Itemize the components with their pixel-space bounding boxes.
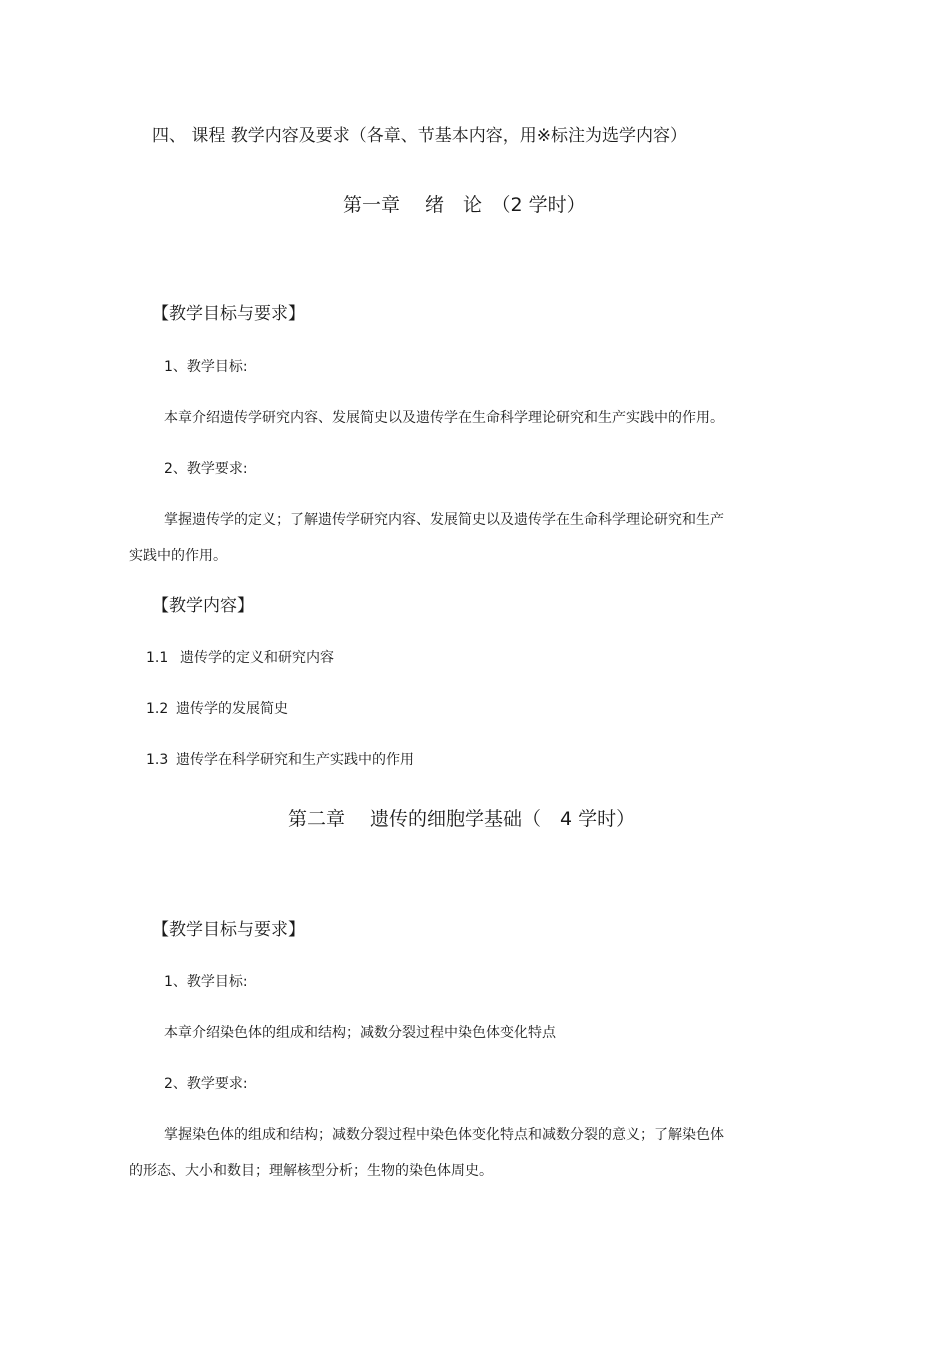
chapter-1-content-item: [146, 753, 414, 767]
content-item-text: 遗传学的发展简史: [176, 701, 288, 717]
chapter-1-goals-header: 【教学目标与要求】: [152, 304, 305, 324]
chapter-2-goals-header: 【教学目标与要求】: [152, 920, 305, 940]
content-item-text: 遗传学的定义和研究内容: [180, 650, 334, 666]
chapter-1-content-item: [146, 651, 334, 665]
chapter-1-objective-label: 1、教学目标:: [164, 359, 248, 375]
chapter-1-title: 第一章 绪 论 （2 学时）: [343, 194, 586, 216]
chapter-1-requirement-text-line2: 实践中的作用。: [129, 548, 227, 564]
chapter-2-requirement-text-line2: 的形态、大小和数目；理解核型分析；生物的染色体周史。: [129, 1163, 493, 1179]
chapter-1-objective-text: 本章介绍遗传学研究内容、发展简史以及遗传学在生命科学理论研究和生产实践中的作用。: [164, 410, 724, 426]
chapter-2-requirement-text-line1: 掌握染色体的组成和结构；减数分裂过程中染色体变化特点和减数分裂的意义；了解染色体: [164, 1127, 724, 1143]
chapter-1-requirement-text-line1: 掌握遗传学的定义；了解遗传学研究内容、发展简史以及遗传学在生命科学理论研究和生产: [164, 512, 724, 528]
chapter-2-requirement-label: 2、教学要求:: [164, 1076, 248, 1092]
content-item-number: 1.3: [146, 752, 169, 768]
content-item-number: 1.1: [146, 650, 169, 666]
chapter-2-title: 第二章 遗传的细胞学基础（ 4 学时）: [288, 808, 636, 830]
content-item-number: 1.2: [146, 701, 169, 717]
chapter-1-content-header: 【教学内容】: [152, 596, 254, 616]
chapter-2-objective-label: 1、教学目标:: [164, 974, 248, 990]
chapter-1-content-item: [146, 702, 288, 716]
section-heading: 四、 课程 教学内容及要求（各章、节基本内容，用※标注为选学内容）: [152, 126, 688, 146]
chapter-1-requirement-label: 2、教学要求:: [164, 461, 248, 477]
content-item-text: 遗传学在科学研究和生产实践中的作用: [176, 752, 414, 768]
chapter-2-objective-text: 本章介绍染色体的组成和结构；减数分裂过程中染色体变化特点: [164, 1025, 556, 1041]
